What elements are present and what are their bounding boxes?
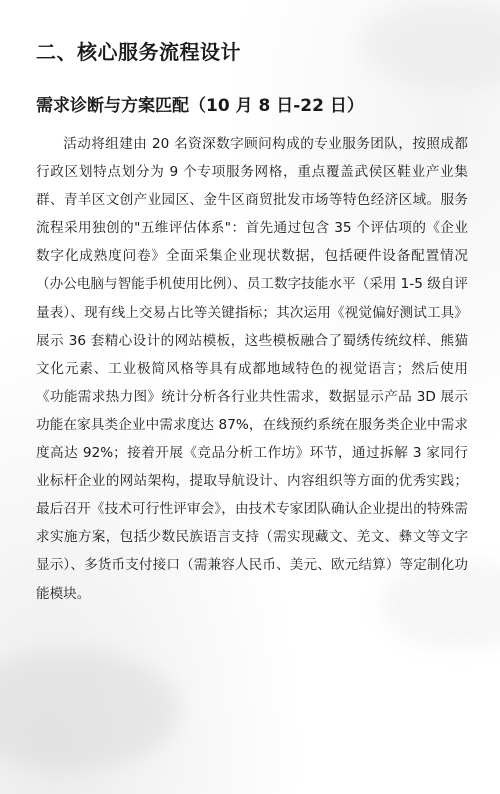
document-content <box>36 36 468 608</box>
ink-wash-decoration <box>0 650 180 770</box>
body-paragraph: 活动将组建由 20 名资深数字顾问构成的专业服务团队，按照成都行政区划特点划分为 9 个专项服务网格，重点覆盖武侯区鞋业产业集群、青羊区文创产业园区、金牛区商贸批发市场等特色经济区域。服务流程采用独创的"五维评估体系"：首先通过包含 35 个评估项的《企业数字化成熟度问卷》全面采集企业现状数据，包括硬件设备配置情况（办公电脑与智能手机使用比例）、员工数字技能水平（采用 1-5 级自评量表）、现有线上交易占比等关键指标；其次运用《视觉偏好测试工具》展示 36 套精心设计的网站模板，这些模板融合了蜀绣传统纹样、熊猫文化元素、工业极简风格等具有成都地域特色的视觉语言；然后使用《功能需求热力图》统计分析各行业共性需求，数据显示产品 3D 展示功能在家具类企业中需求度达 87%，在线预约系统在服务类企业中需求度高达 92%；接着开展《竞品分析工作坊》环节，通过拆解 3 家同行业标杆企业的网站架构，提取导航设计、内容组织等方面的优秀实践；最后召开《技术可行性评审会》，由技术专家团队确认企业提出的特殊需求实施方案，包括少数民族语言支持（需实现藏文、羌文、彝文等文字显示）、多货币支付接口（需兼容人民币、美元、欧元结算）等定制化功能模块。 <box>36 136 468 602</box>
sub-title: 需求诊断与方案匹配（10 月 8 日-22 日） <box>36 96 364 116</box>
section-title: 二、核心服务流程设计 <box>36 40 241 64</box>
